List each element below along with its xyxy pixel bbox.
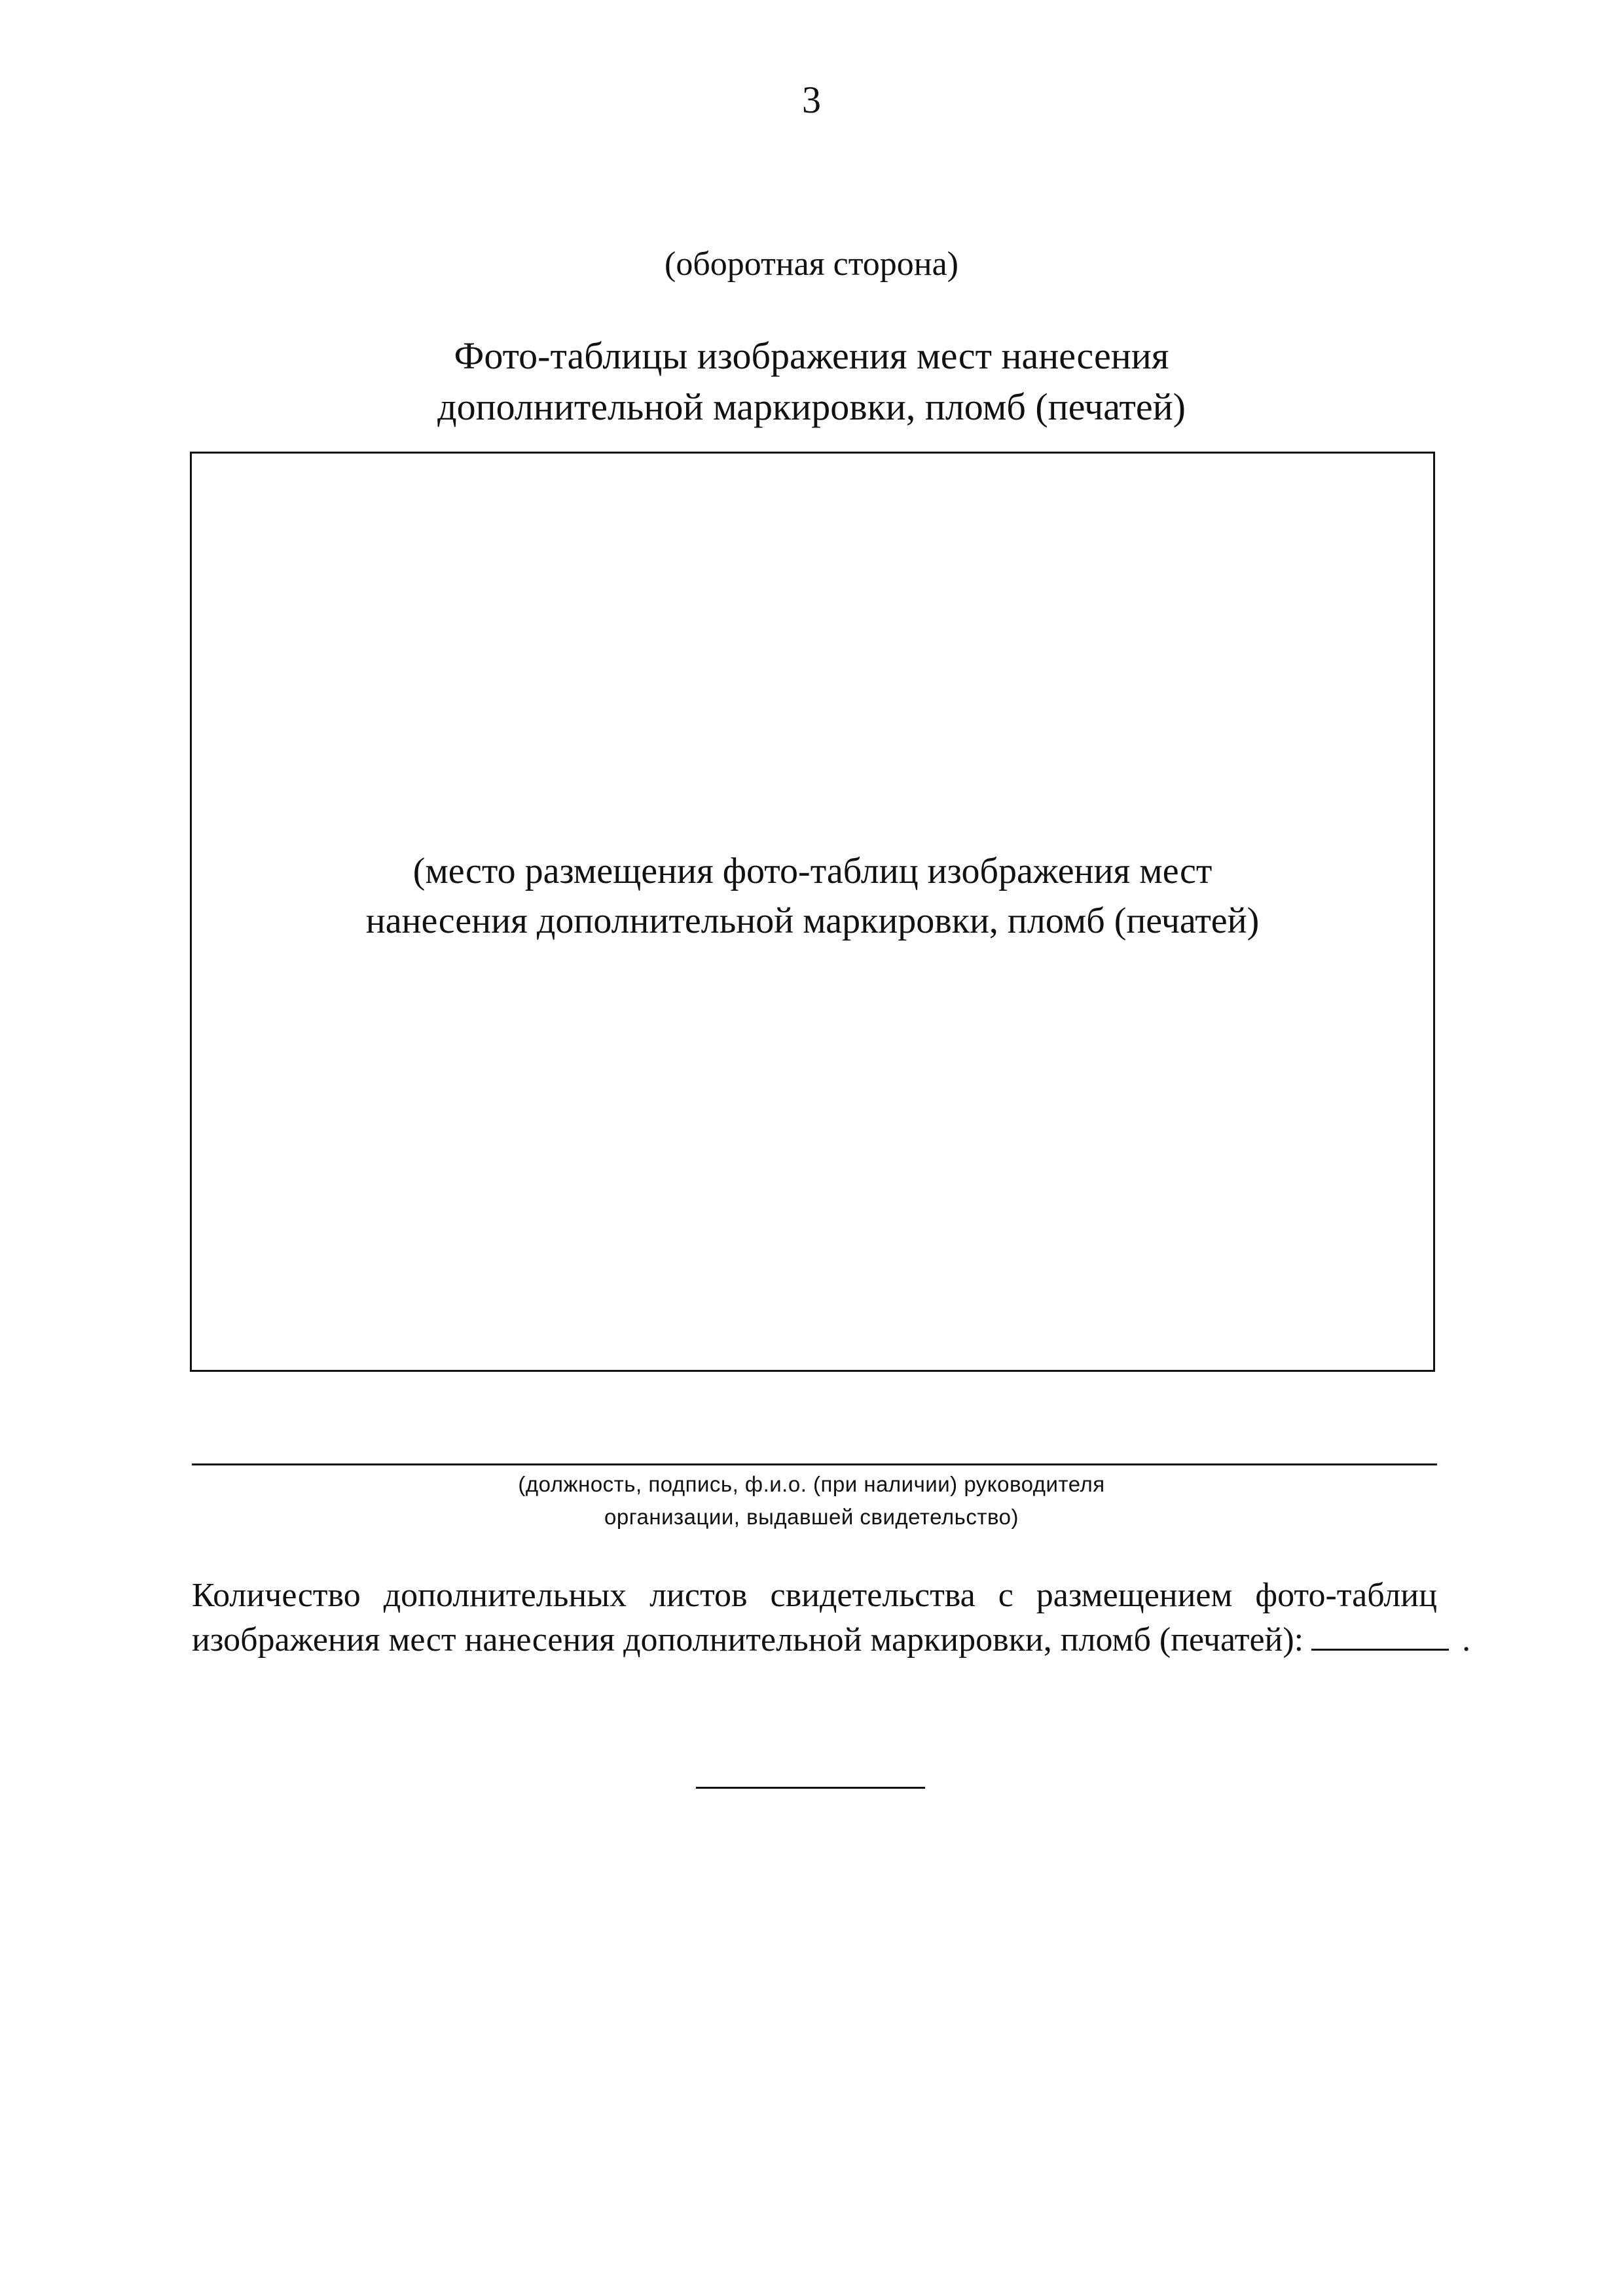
- signature-caption-line-1: (должность, подпись, ф.и.о. (при наличии) руководителя: [518, 1472, 1105, 1496]
- placeholder-line-1: (место размещения фото-таблиц изображения мест: [412, 851, 1213, 891]
- sheets-count-blank-field[interactable]: [1311, 1620, 1449, 1651]
- sheets-word: фото-таблиц: [1255, 1577, 1437, 1614]
- sheets-word: свидетельства: [770, 1577, 976, 1614]
- title-line-1: Фото-таблицы изображения мест нанесения: [454, 334, 1169, 377]
- sheets-word: листов: [649, 1577, 748, 1614]
- sheets-count-line-1: [192, 1574, 1437, 1617]
- sheets-word: дополнительных: [383, 1577, 627, 1614]
- sheets-word: Количество: [192, 1577, 361, 1614]
- signature-caption: [0, 1468, 1623, 1534]
- signature-line: [192, 1463, 1437, 1465]
- sheets-count-line-2: [192, 1619, 1471, 1662]
- document-title: [0, 331, 1623, 433]
- sheets-count-period: .: [1462, 1621, 1471, 1659]
- sheets-word: размещением: [1036, 1577, 1233, 1614]
- signature-caption-line-2: организации, выдавшей свидетельство): [604, 1505, 1019, 1529]
- sheets-word: с: [998, 1577, 1013, 1614]
- sheets-count-label: изображения мест нанесения дополнительной маркировки, пломб (печатей):: [192, 1621, 1304, 1659]
- photo-table-box: [190, 452, 1435, 1372]
- side-note: (оборотная сторона): [665, 245, 958, 283]
- title-line-2: дополнительной маркировки, пломб (печатей): [437, 386, 1186, 428]
- page-number: 3: [802, 79, 821, 121]
- end-rule: [696, 1787, 925, 1789]
- placeholder-line-2: нанесения дополнительной маркировки, пломб (печатей): [365, 901, 1260, 941]
- photo-table-placeholder: [192, 846, 1433, 946]
